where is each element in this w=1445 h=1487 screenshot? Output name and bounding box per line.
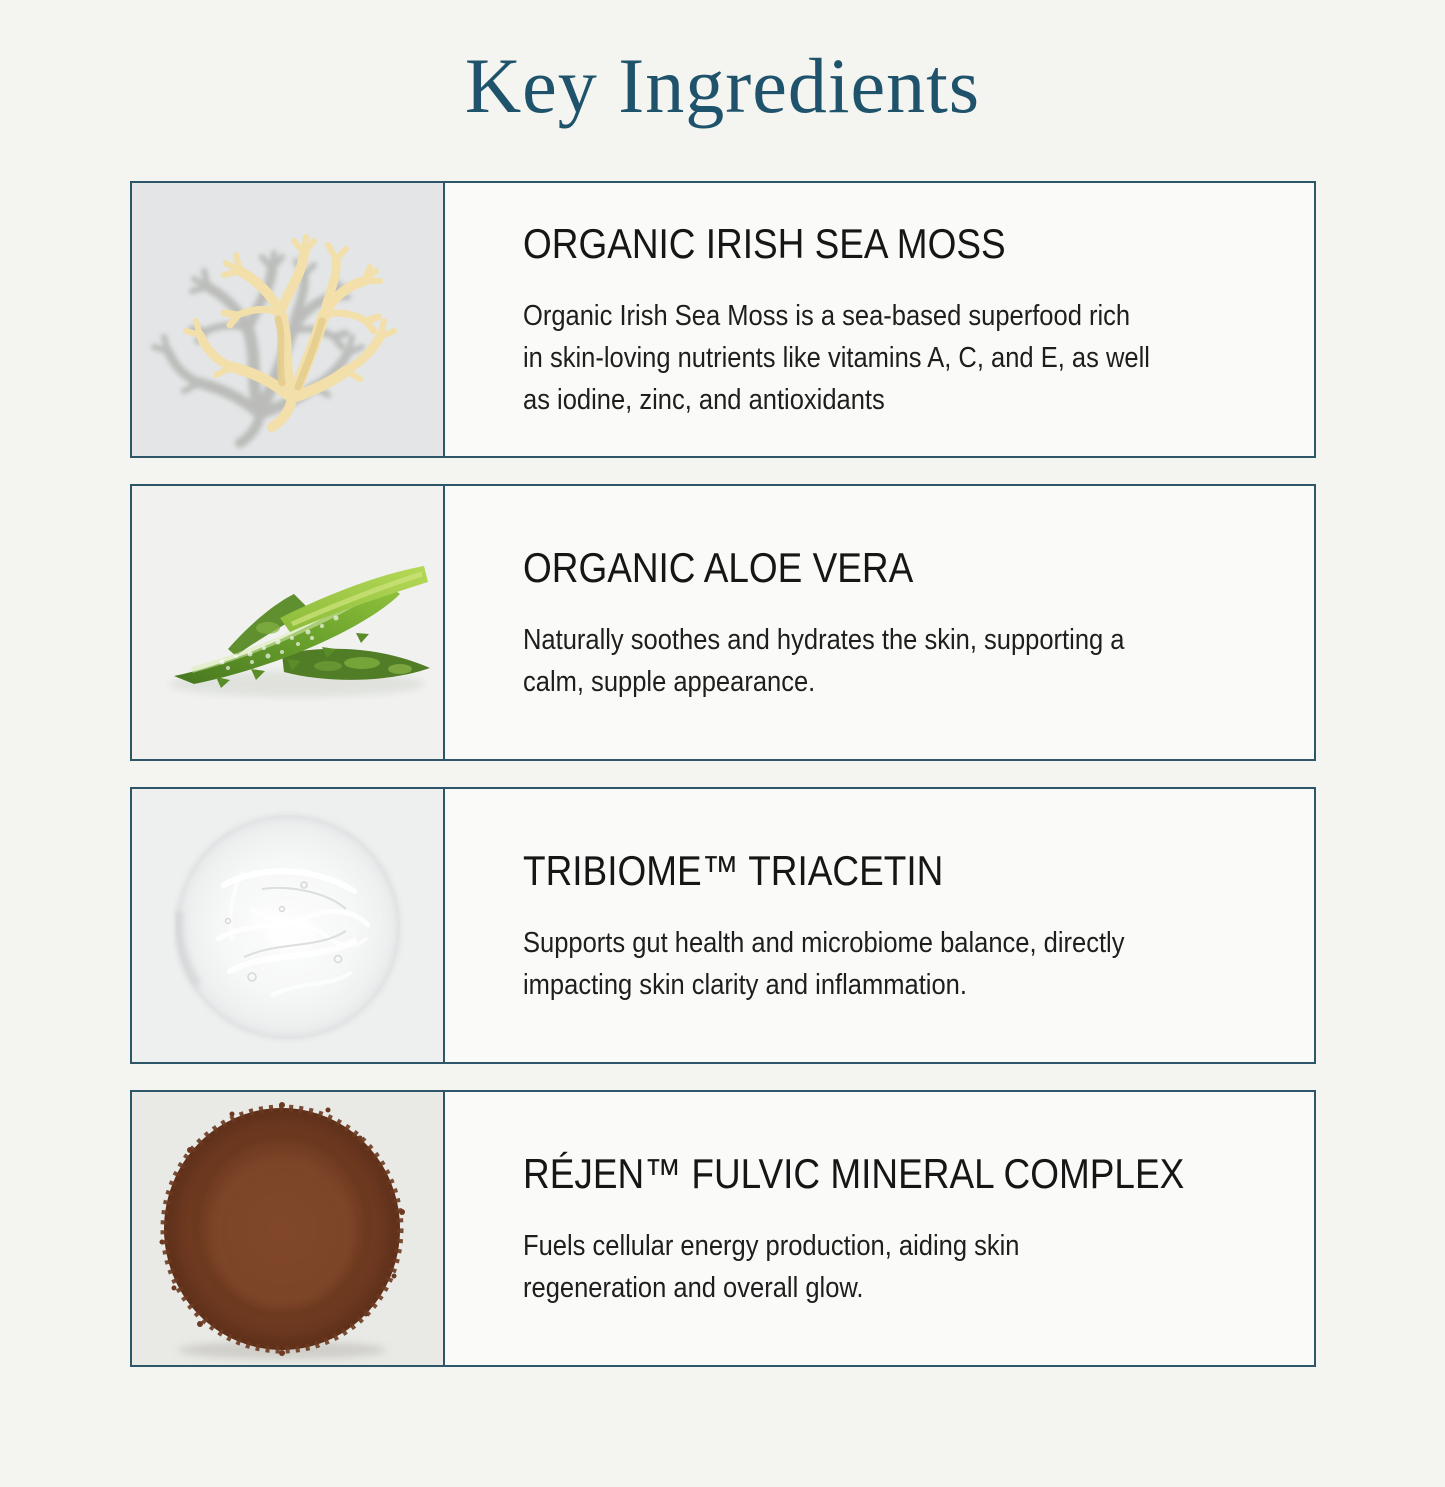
- page-title: Key Ingredients: [464, 42, 981, 129]
- ingredient-list: [130, 181, 1316, 1367]
- irish-sea-moss-photo: [132, 183, 445, 456]
- gel-swatch-image: [132, 789, 445, 1062]
- ingredient-description: Supports gut health and microbiome balance, directly impacting skin clarity and inflammation.: [522, 927, 1124, 1002]
- mineral-powder-image: [132, 1092, 445, 1365]
- ingredient-text-triacetin: [445, 789, 1314, 1062]
- aloe-vera-photo: [132, 486, 445, 759]
- ingredient-text-fulvic-mineral: [445, 1092, 1314, 1365]
- ingredient-row-sea-moss: [130, 181, 1316, 458]
- ingredient-text-aloe-vera: [445, 486, 1314, 759]
- ingredient-name: RÉJEN™ FULVIC MINERAL COMPLEX: [522, 1149, 1184, 1197]
- ingredient-name: ORGANIC IRISH SEA MOSS: [522, 219, 1006, 267]
- ingredient-description: Naturally soothes and hydrates the skin, supporting a calm, supple appearance.: [522, 624, 1124, 699]
- fulvic-mineral-photo: [132, 1092, 445, 1365]
- triacetin-gel-photo: [132, 789, 445, 1062]
- ingredient-name: TRIBIOME™ TRIACETIN: [522, 846, 943, 894]
- aloe-vera-image: [132, 486, 445, 759]
- ingredient-name: ORGANIC ALOE VERA: [522, 543, 913, 591]
- ingredient-row-aloe-vera: [130, 484, 1316, 761]
- ingredient-description: Organic Irish Sea Moss is a sea-based superfood rich in skin-loving nutrients like vitamins A, C, and E, as well as iodine, zinc, and antioxidants: [522, 299, 1150, 417]
- ingredient-text-sea-moss: [445, 183, 1314, 456]
- ingredient-description: Fuels cellular energy production, aiding skin regeneration and overall glow.: [522, 1230, 1019, 1305]
- ingredient-row-triacetin: [130, 787, 1316, 1064]
- ingredient-row-fulvic-mineral: [130, 1090, 1316, 1367]
- sea-moss-image: [132, 183, 445, 456]
